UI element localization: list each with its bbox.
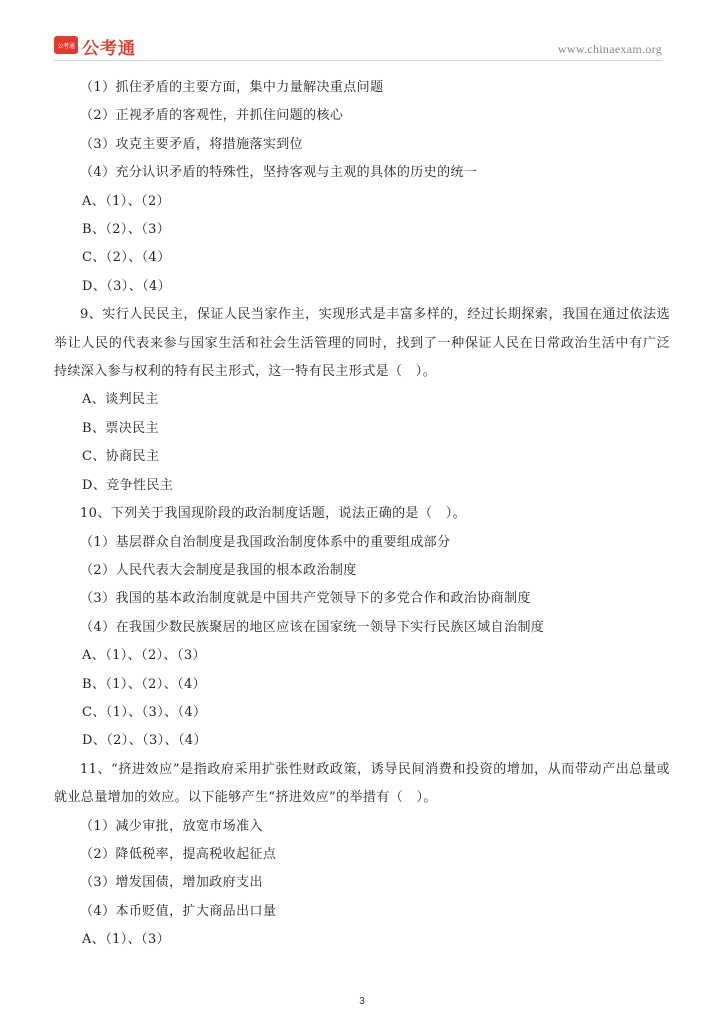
q11-item-1: （1）减少审批，放宽市场准入: [80, 818, 263, 834]
prev-item-2: （2）正视矛盾的客观性，并抓住问题的核心: [80, 108, 344, 124]
page-header: [54, 34, 662, 62]
q10-option-a: A、（1）、（2）、（3）: [82, 648, 206, 664]
q11-item-2: （2）降低税率，提高税收起征点: [80, 846, 277, 862]
prev-item-1: （1）抓住矛盾的主要方面，集中力量解决重点问题: [80, 80, 384, 95]
prev-option-d: D、（3）、（4）: [82, 278, 172, 294]
page-number: 3: [359, 996, 365, 1007]
prev-item-4: （4）充分认识矛盾的特殊性，坚持客观与主观的具体的历史的统一: [80, 165, 478, 181]
q10-option-b: B、（1）、（2）、（4）: [82, 676, 207, 692]
question-9-stem: 9、实行人民民主，保证人民当家作主，实现形式是丰富多样的，经过长期探索，我国在通过依法选举让人民的代表来参与国家生活和社会生活管理的同时，找到了一种保证人民在日常政治生活中有广泛持续深入参与权利的特有民主形式，这一特有民主形式是（ ）。: [54, 307, 670, 380]
q10-item-3: （3）我国的基本政治制度就是中国共产党领导下的多党合作和政治协商制度: [80, 591, 531, 607]
logo-mark-icon: 公考通: [54, 36, 78, 54]
q10-item-1: （1）基层群众自治制度是我国政治制度体系中的重要组成部分: [80, 534, 451, 550]
q10-item-2: （2）人民代表大会制度是我国的根本政治制度: [80, 562, 357, 578]
question-10-stem: 10、下列关于我国现阶段的政治制度话题，说法正确的是（ ）。: [80, 506, 467, 522]
prev-option-c: C、（2）、（4）: [82, 250, 171, 266]
q9-option-c: C、协商民主: [82, 449, 160, 465]
logo-text: 公考通: [82, 39, 136, 59]
prev-item-3: （3）攻克主要矛盾，将措施落实到位: [80, 136, 304, 152]
site-url: www.chinaexam.org: [557, 42, 662, 56]
q11-option-a: A、（1）、（3）: [82, 932, 171, 948]
q9-option-b: B、票决民主: [82, 420, 159, 436]
prev-option-b: B、（2）、（3）: [82, 222, 171, 238]
q10-option-c: C、（1）、（3）、（4）: [82, 704, 207, 720]
q11-item-3: （3）增发国债，增加政府支出: [80, 875, 263, 891]
q9-option-d: D、竞争性民主: [82, 477, 174, 493]
prev-option-a: A、（1）、（2）: [82, 193, 171, 209]
question-11-stem: 11、“挤进效应”是指政府采用扩张性财政政策，诱导民间消费和投资的增加，从而带动产出总量或就业总量增加的效应。以下能够产生“挤进效应”的举措有（ ）。: [54, 761, 670, 806]
document-body: [54, 74, 670, 955]
q9-option-a: A、谈判民主: [82, 392, 159, 408]
q11-item-4: （4）本币贬值，扩大商品出口量: [80, 903, 277, 919]
header-divider: [54, 60, 662, 61]
q10-option-d: D、（2）、（3）、（4）: [82, 733, 207, 749]
q10-item-4: （4）在我国少数民族聚居的地区应该在国家统一领导下实行民族区域自治制度: [80, 619, 545, 635]
